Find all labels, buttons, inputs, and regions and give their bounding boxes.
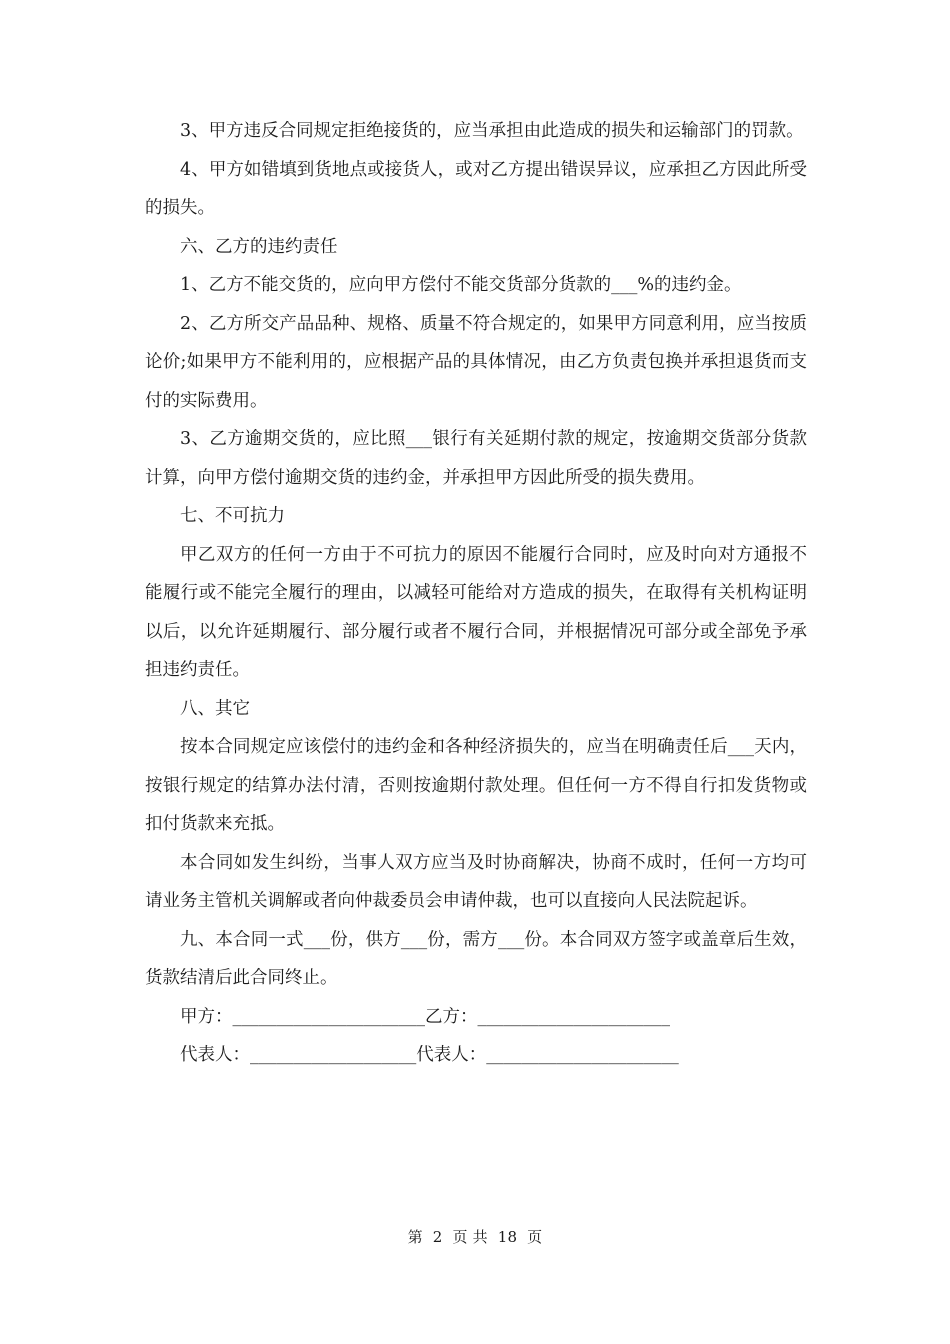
paragraph-clause-6-2: 2、乙方所交产品品种、规格、质量不符合规定的，如果甲方同意利用，应当按质论价;如果甲方不能利用的，应根据产品的具体情况，由乙方负责包换并承担退货而支付的实际费用。 [145, 313, 807, 411]
section-heading-8: 八、其它 [180, 698, 250, 719]
section-heading-7: 七、不可抗力 [180, 506, 285, 526]
paragraph-dispute: 本合同如发生纠纷，当事人双方应当及时协商解决，协商不成时，任何一方均可请业务主管机关调解或者向仲裁委员会申请仲裁，也可以直接向人民法院起诉。 [145, 852, 807, 911]
paragraph-clause-6-3: 3、乙方逾期交货的，应比照___银行有关延期付款的规定，按逾期交货部分货款计算，向甲方偿付逾期交货的违约金，并承担甲方因此所受的损失费用。 [145, 429, 807, 488]
section-heading-6: 六、乙方的违约责任 [180, 236, 338, 257]
paragraph-payment-terms: 按本合同规定应该偿付的违约金和各种经济损失的，应当在明确责任后___天内，按银行规定的结算办法付清，否则按逾期付款处理。但任何一方不得自行扣发货物或扣付货款来充抵。 [145, 737, 807, 834]
signature-line-parties: 甲方：______________________乙方：______________________ [180, 1006, 670, 1027]
signature-line-representatives: 代表人：___________________代表人：______________________ [180, 1045, 679, 1065]
page-number: 第 2 页 共 18 页 [407, 1228, 543, 1246]
paragraph-clause-6-1: 1、乙方不能交货的，应向甲方偿付不能交货部分货款的___%的违约金。 [180, 275, 742, 295]
paragraph-clause-4-misfill: 4、甲方如错填到货地点或接货人，或对乙方提出错误异议，应承担乙方因此所受的损失。 [145, 159, 807, 218]
document-body [145, 112, 807, 1075]
paragraph-clause-3-refusal: 3、甲方违反合同规定拒绝接货的，应当承担由此造成的损失和运输部门的罚款。 [180, 121, 804, 141]
page-footer [0, 1226, 950, 1247]
paragraph-force-majeure: 甲乙双方的任何一方由于不可抗力的原因不能履行合同时，应及时向对方通报不能履行或不能完全履行的理由，以减轻可能给对方造成的损失，在取得有关机构证明以后，以允许延期履行、部分履行或者不履行合同，并根据情况可部分或全部免予承担违约责任。 [145, 544, 807, 680]
paragraph-clause-9-copies: 九、本合同一式___份，供方___份，需方___份。本合同双方签字或盖章后生效，货款结清后此合同终止。 [145, 929, 807, 988]
